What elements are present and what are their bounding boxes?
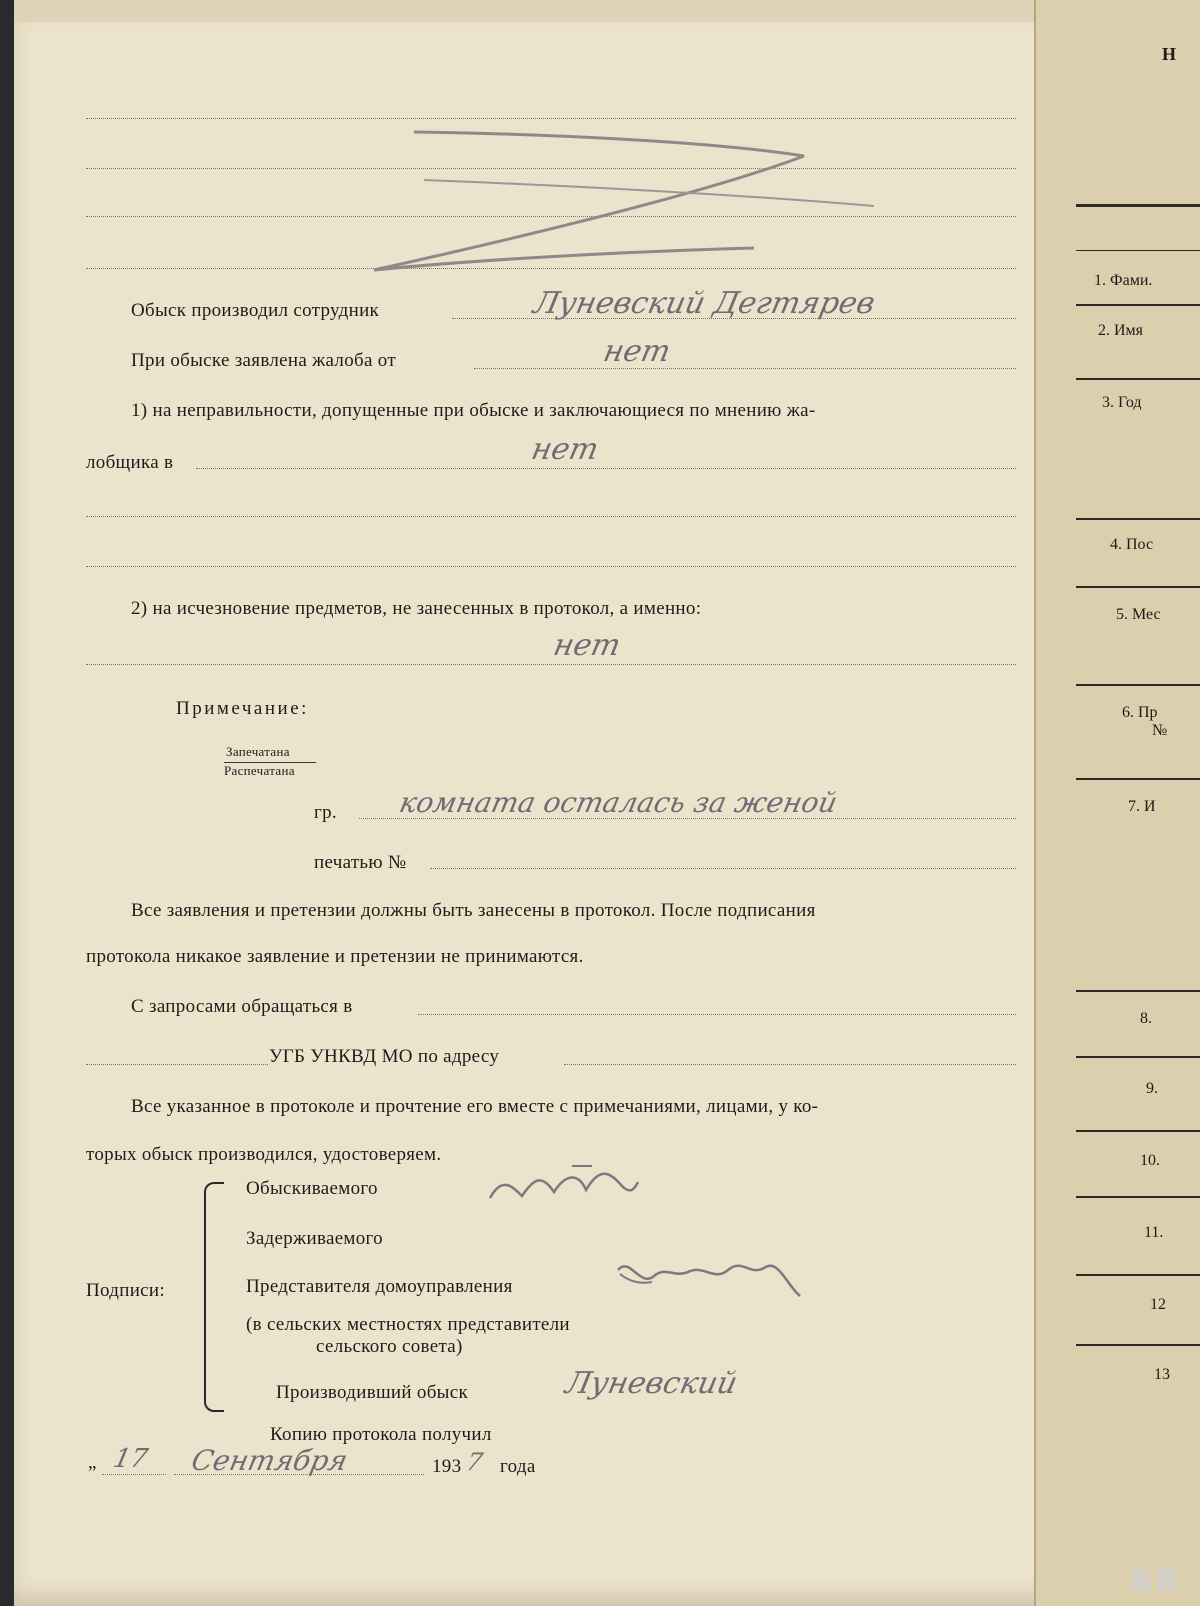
date-open-quote: „ [88,1452,97,1473]
adjacent-rule [1076,990,1200,992]
certify-text-cont: торых обыск производился, удостоверяем. [86,1144,442,1165]
sig-conductor-handwriting: Луневский [562,1366,741,1401]
adjacent-rule [1076,778,1200,780]
item1-line [196,468,1016,469]
gr-label: гр. [314,802,337,823]
item1-handwriting: нет [528,432,602,467]
seal-line [430,868,1016,869]
signature-brace [204,1182,224,1412]
inquiries-line [418,1014,1016,1015]
adjacent-rule [1076,684,1200,686]
protocol-page [14,0,1084,1606]
adjacent-row: 5. Мес [1116,606,1161,623]
adjacent-row: 7. И [1128,798,1156,815]
address-label: УГБ УНКВД МО по адресу [269,1046,500,1067]
date-day: 17 [110,1444,151,1474]
sig-searched-signature [482,1156,642,1216]
unsealed-label: Распечатана [224,763,295,778]
adjacent-rule [1076,1274,1200,1276]
certify-text: Все указанное в протоколе и прочтение его вместе с примечаниями, лицами, у ко- [131,1096,819,1117]
blank-line [86,516,1016,517]
search-by-handwriting: Луневский Дегтярев [530,286,879,321]
sig-house-rep-signature [610,1248,810,1308]
adjacent-row: 10. [1140,1152,1160,1169]
date-year-word: года [500,1456,536,1477]
complaint-label: При обыске заявлена жалоба от [131,350,396,371]
signatures-label: Подписи: [86,1280,165,1301]
note-label: Примечание: [176,698,309,719]
adjacent-rule [1076,304,1200,306]
item2-handwriting: нет [550,628,624,663]
search-by-label: Обыск производил сотрудник [131,300,380,321]
adjacent-rule [1076,1196,1200,1198]
adjacent-row: 12 [1150,1296,1166,1313]
adjacent-rule [1076,204,1200,207]
statement-text-cont: протокола никакое заявление и претензии не принимаются. [86,946,584,967]
blank-line [86,118,1016,119]
adjacent-rule [1076,1344,1200,1346]
complaint-line [474,368,1016,369]
complaint-handwriting: нет [600,334,674,369]
adjacent-rule [1076,518,1200,520]
watermark-logo: ББ [1130,1565,1182,1600]
adjacent-form-page [1034,0,1200,1606]
seal-label: печатью № [314,852,407,873]
adjacent-row: 8. [1140,1010,1152,1027]
adjacent-row: 6. Пр [1122,704,1158,721]
sig-house-rep-label: Представителя домоуправления [246,1276,513,1297]
sig-rural-label-cont: сельского совета) [316,1336,463,1357]
pencil-strikethrough [354,120,914,290]
address-prefix-line [86,1064,268,1065]
date-year-prefix: 193 [432,1456,462,1477]
adjacent-header: Н [1162,44,1177,64]
address-line [564,1064,1016,1065]
adjacent-rule [1076,586,1200,588]
copy-received-label: Копию протокола получил [270,1424,492,1445]
inquiries-label: С запросами обращаться в [131,996,353,1017]
date-year-suffix: 7 [464,1448,486,1476]
adjacent-row: 1. Фами. [1094,272,1153,289]
sig-rural-label: (в сельских местностях представители [246,1314,570,1335]
statement-text: Все заявления и претензии должны быть занесены в протокол. После подписания [131,900,816,921]
sig-detained-label: Задерживаемого [246,1228,383,1249]
item1-text-cont: лобщика в [86,452,174,473]
item2-line [86,664,1016,665]
adjacent-row: 2. Имя [1098,322,1144,339]
item2-text: 2) на исчезновение предметов, не занесенных в протокол, а именно: [131,598,702,619]
date-month-line [174,1474,424,1475]
adjacent-row: 3. Год [1102,394,1142,411]
adjacent-rule [1076,378,1200,380]
sig-conductor-label: Производивший обыск [276,1382,469,1403]
adjacent-row: 4. Пос [1110,536,1154,553]
adjacent-rule [1076,1056,1200,1058]
gr-handwriting: комната осталась за женой [396,786,841,819]
date-day-line [102,1474,166,1475]
sig-searched-label: Обыскиваемого [246,1178,378,1199]
date-month: Сентября [188,1444,351,1477]
adjacent-row: 13 [1154,1366,1170,1383]
adjacent-row: 9. [1146,1080,1158,1097]
adjacent-rule [1076,250,1200,251]
item1-text: 1) на неправильности, допущенные при обыске и заключающиеся по мнению жа- [131,400,816,421]
adjacent-rule [1076,1130,1200,1132]
sealed-label: Запечатана [226,744,290,759]
adjacent-row: № [1152,722,1168,739]
adjacent-row: 11. [1144,1224,1164,1241]
blank-line [86,566,1016,567]
